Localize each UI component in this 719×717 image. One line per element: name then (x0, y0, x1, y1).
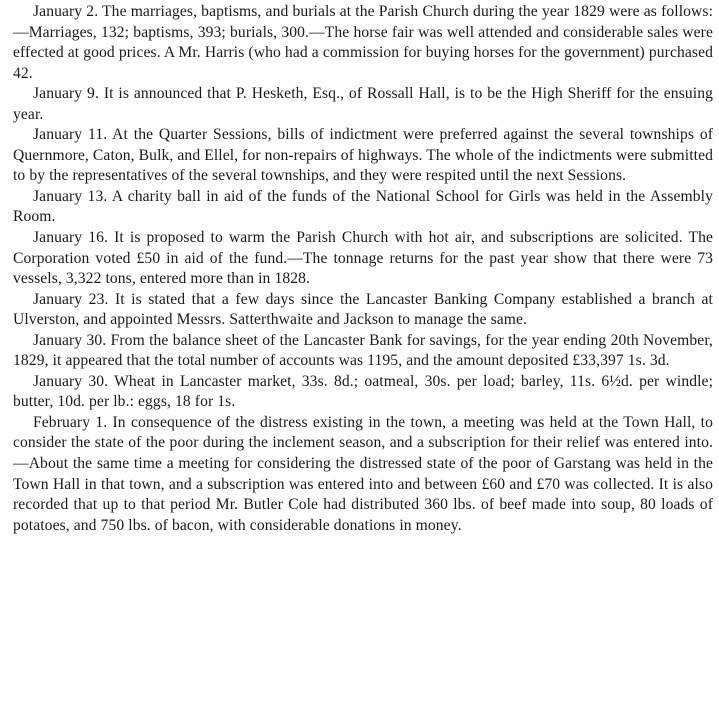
entry-text: From the balance sheet of the Lancaster Bank for savings, for the year ending 20th November, 1829, it appeared that the total number of accounts was 1195, and the amount deposited £33,397 1s. 3d. (13, 331, 713, 370)
entry-text: It is announced that P. Hesketh, Esq., of Rossall Hall, is to be the High Sheriff for the ensuing year. (13, 85, 713, 123)
entry-text: In consequence of the distress existing in the town, a meeting was held at the Town Hall, to consider the state of the poor during the inclement season, and a subscription for their relief was entered into.—About the same time a meeting for considering the distressed state of the poor of Garstang was held in the Town Hall in that town, and a subscription was entered into and between £60 and £70 was collected. It is also recorded that up to that period Mr. Butler Cole had distributed 360 lbs. of beef made into soup, 80 loads of potatoes, and 750 lbs. of bacon, with considerable donations in money. (13, 413, 713, 534)
entry-date: January 30. (33, 372, 109, 390)
entry-january-2 (13, 2, 713, 84)
entry-january-13 (13, 187, 713, 228)
entry-january-23 (13, 290, 713, 331)
entry-text: It is proposed to warm the Parish Church with hot air, and subscriptions are solicited. The Corporation voted £50 in aid of the fund.—The tonnage returns for the past year show that there were 73 vessels, 3,322 tons, entered more than in 1828. (13, 229, 713, 288)
entry-date: January 9. (33, 85, 99, 103)
entry-february-1 (13, 413, 713, 536)
entry-date: January 11. (33, 126, 108, 144)
entry-text: Wheat in Lancaster market, 33s. 8d.; oatmeal, 30s. per load; barley, 11s. 6½d. per windle; butter, 10d. per lb.: eggs, 18 for 1s. (13, 372, 713, 411)
entry-date: January 16. (33, 229, 109, 247)
entry-date: February 1. (33, 413, 108, 431)
entry-january-11 (13, 125, 713, 187)
entry-date: January 13. (33, 187, 108, 205)
entry-date: January 2. (33, 3, 99, 20)
entry-january-16 (13, 228, 713, 290)
entry-date: January 23. (33, 290, 109, 308)
entry-january-30-market (13, 372, 713, 413)
entry-text: At the Quarter Sessions, bills of indictment were preferred against the several townships of Quernmore, Caton, Bulk, and Ellel, for non-repairs of highways. The whole of the indictments were submitted to by the representatives of the several townships, and they were respited until the next Sessions. (13, 126, 714, 185)
entry-text: It is stated that a few days since the Lancaster Banking Company established a branch at Ulverston, and appointed Messrs. Satterthwaite and Jackson to manage the same. (13, 290, 713, 329)
entry-january-9 (13, 84, 713, 125)
entry-text: A charity ball in aid of the funds of the National School for Girls was held in the Assembly Room. (13, 187, 713, 226)
entry-date: January 30. (33, 331, 107, 349)
chronicle-page (13, 2, 713, 536)
entry-text: The marriages, baptisms, and burials at the Parish Church during the year 1829 were as follows:—Marriages, 132; baptisms, 393; burials, 300.—The horse fair was well attended and considerable sales were effected at good prices. A Mr. Harris (who had a commission for buying horses for the government) purchased 42. (13, 3, 714, 82)
entry-january-30-bank (13, 331, 713, 372)
